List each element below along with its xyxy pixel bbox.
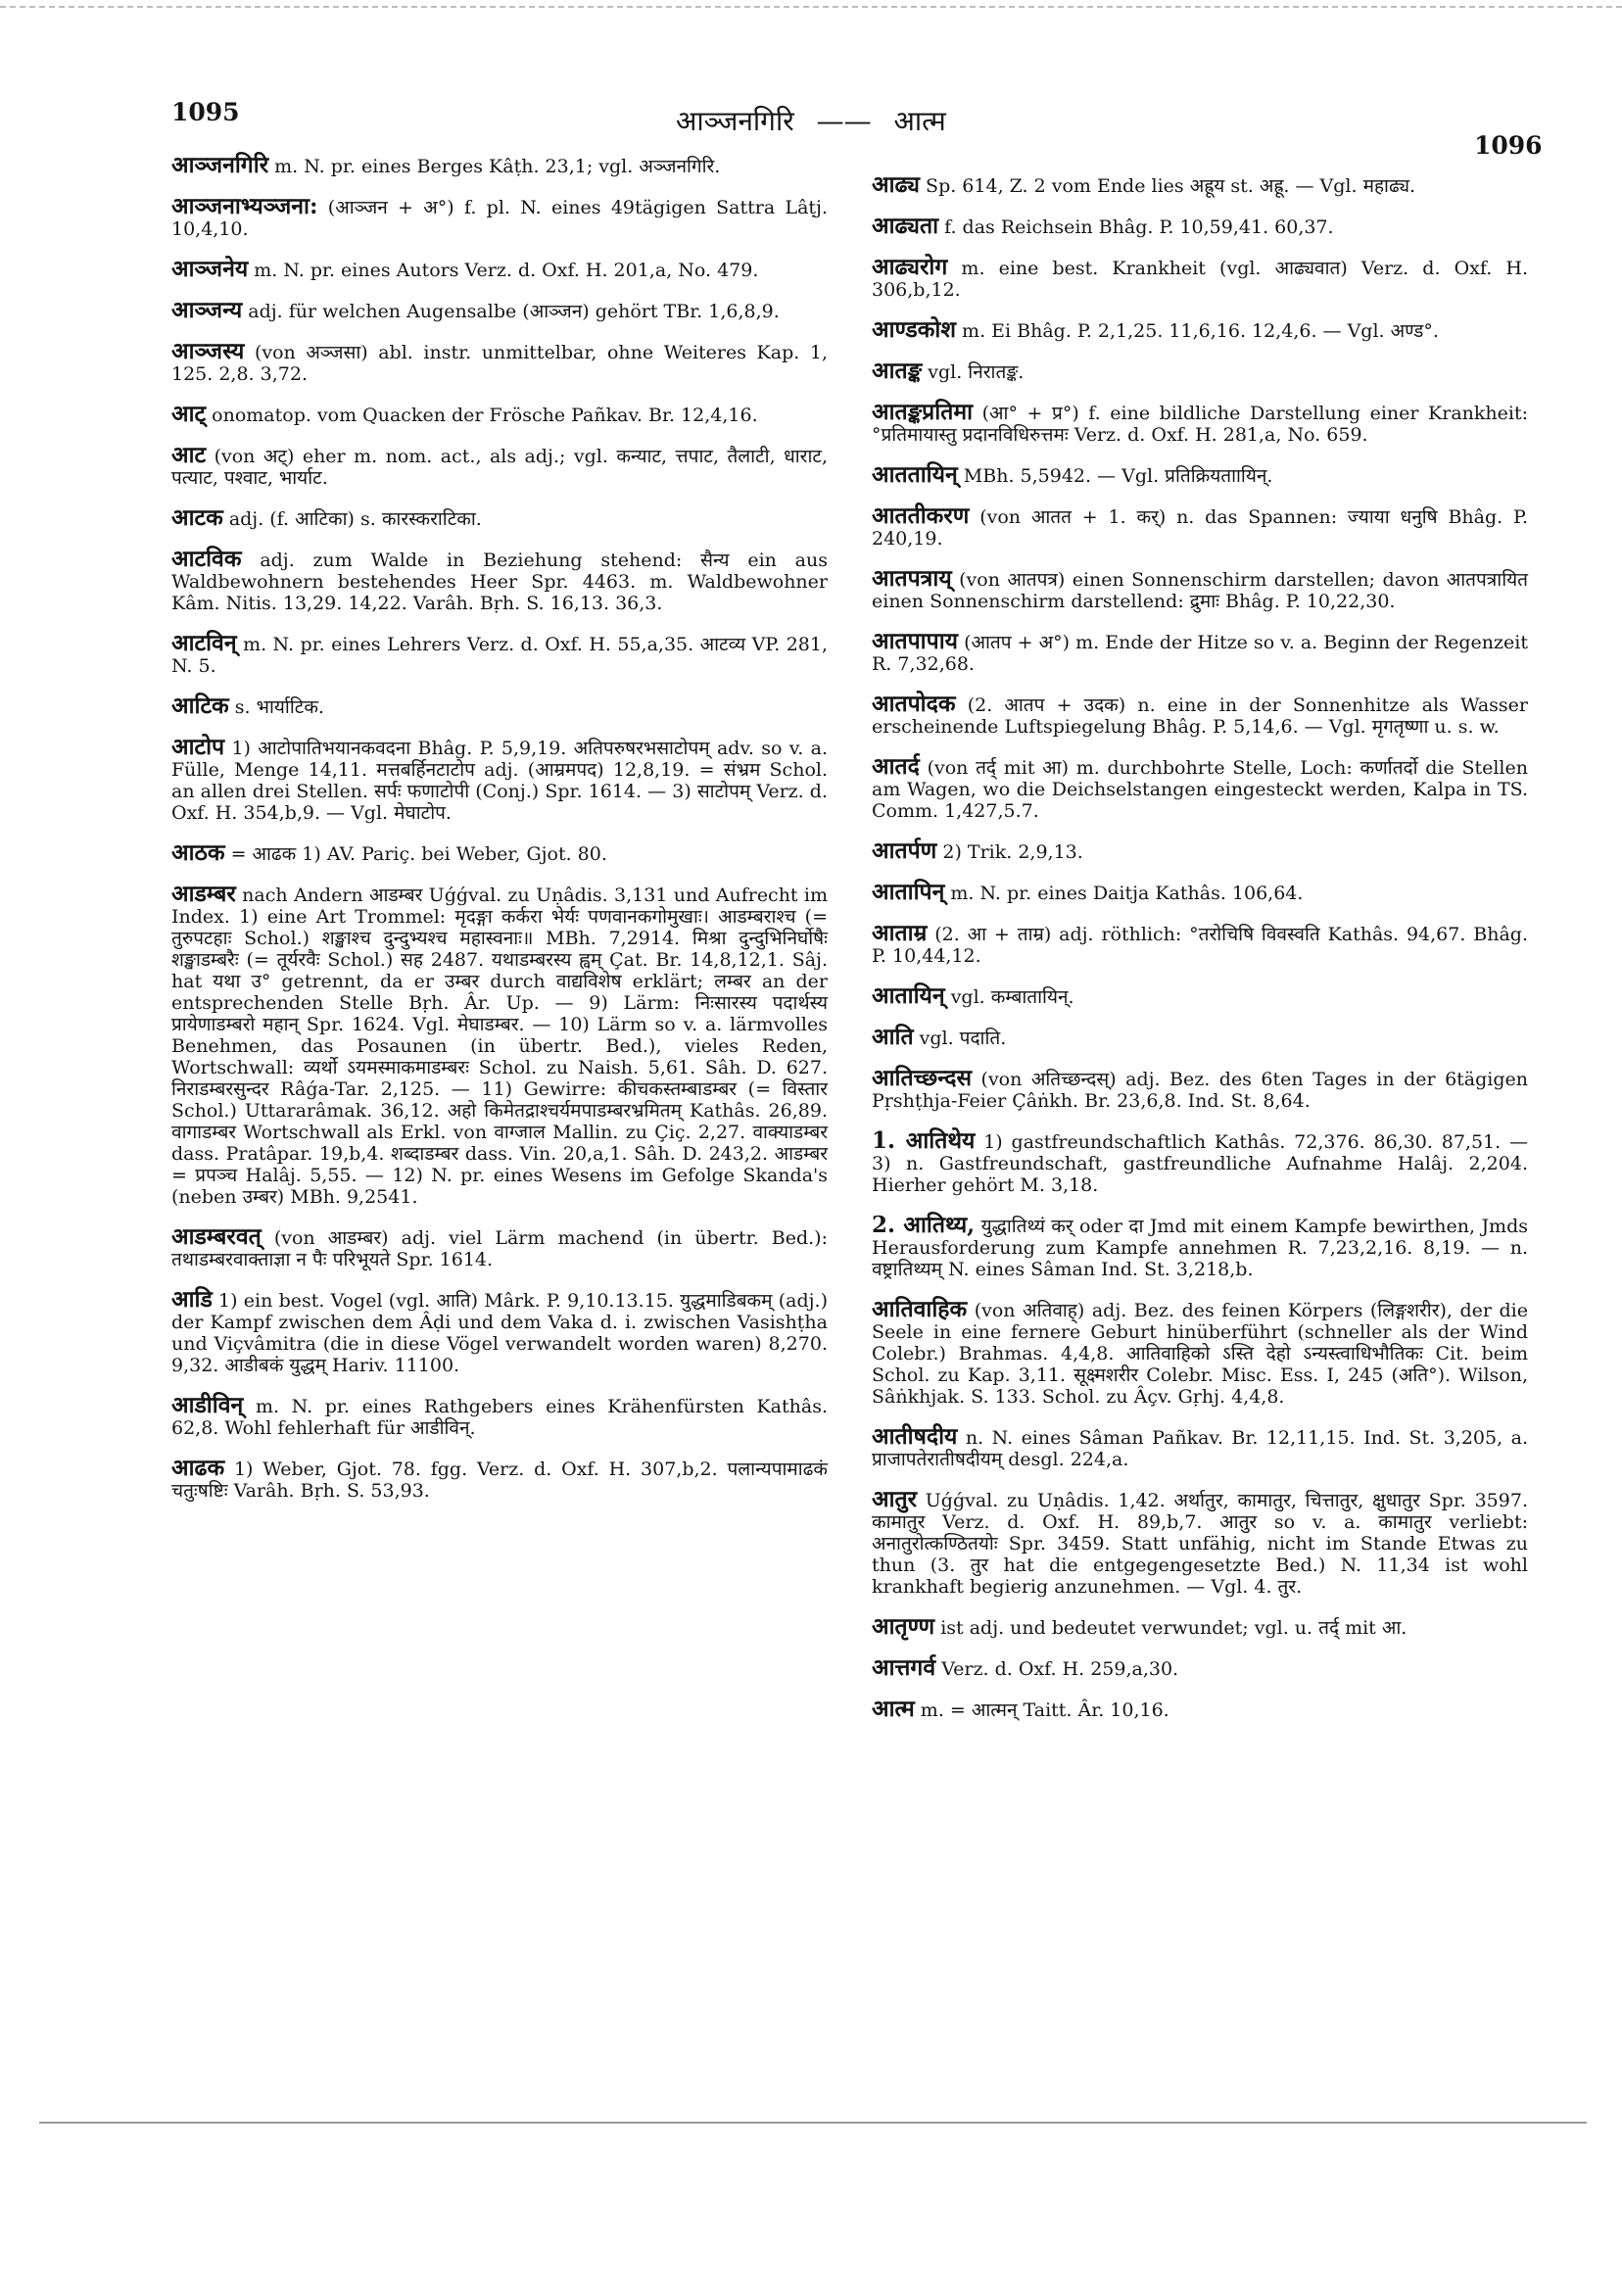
entry-text: (von तर्द् mit आ) m. durchbohrte Stelle, Loch: कर्णातर्दो die Stellen am Wagen, wo die Deichselstangen eingesteckt werden, Kalpa in TS. Comm. 1,427,5.7. — [872, 757, 1528, 822]
entry-text: vgl. कम्बातायिन्. — [950, 986, 1074, 1008]
entry-headword: आटविक — [171, 546, 242, 572]
entry-headword: आटिक — [171, 693, 229, 719]
dictionary-entry — [872, 502, 1528, 550]
entry-headword: आतुर — [872, 1486, 918, 1512]
dictionary-entry — [872, 171, 1528, 198]
dictionary-entry — [872, 1024, 1528, 1050]
entry-headword: आटोप — [171, 734, 225, 760]
entry-headword: आत्तगर्व — [872, 1654, 936, 1681]
entry-text: m. N. pr. eines Daitja Kathâs. 106,64. — [950, 883, 1304, 904]
entry-text: adj. (f. आटिका) s. कारस्कराटिका. — [228, 508, 482, 530]
entry-headword: आडम्बर — [171, 881, 236, 907]
entry-headword: आट् — [171, 401, 207, 427]
entry-text: vgl. निरातङ्क. — [928, 361, 1025, 383]
dictionary-entry — [171, 695, 828, 718]
dictionary-entry — [872, 982, 1528, 1009]
dictionary-entry — [872, 1212, 1528, 1280]
entry-headword: आतिवाहिक — [872, 1296, 968, 1322]
entry-text: m. = आत्मन् Taitt. Âr. 10,16. — [920, 1699, 1169, 1721]
top-border — [0, 6, 1622, 8]
dictionary-entry — [171, 1392, 828, 1439]
entry-text: m. Ei Bhâg. P. 2,1,25. 11,6,16. 12,4,6. — Vgl. अण्ड°. — [962, 320, 1439, 342]
entry-headword: आञ्जनेय — [171, 256, 249, 282]
entry-text: 1) आटोपातिभयानकवदना Bhâg. P. 5,9,19. अतिपरुषरभसाटोपम् adv. so v. a. Fülle, Menge 14,11. मत्तबर्हिनटाटोप adj. (आम्रमपद) 12,8,19. = संभ्रम Schol. an allen drei Stellen. सर्पः फणाटोपी (Conj.) Spr. 1614. — 3) साटोपम् Verz. d. Oxf. H. 354,b,9. — Vgl. मेघाटोप. — [171, 738, 828, 824]
entry-headword: 2. आतिथ्य, — [872, 1212, 976, 1238]
dictionary-entry — [171, 256, 828, 282]
entry-headword: आढ्य — [872, 171, 920, 198]
entry-headword: आतपत्राय् — [872, 565, 952, 592]
entry-headword: आडीविन् — [171, 1392, 244, 1418]
entry-headword: आञ्जस्य — [171, 338, 245, 364]
entry-text: 1) gastfreundschaftlich Kathâs. 72,376. 86,30. 87,51. — 3) n. Gastfreundschaft, gastfreundliche Aufnahme Halâj. 2,204. Hierher gehört M. 3,18. — [872, 1131, 1528, 1196]
dictionary-entry — [872, 920, 1529, 967]
dictionary-entry — [171, 338, 828, 385]
running-head-last: आत्म — [893, 105, 946, 137]
dictionary-entry — [872, 753, 1528, 822]
bottom-rule — [39, 2122, 1587, 2124]
right-column — [872, 171, 1529, 1740]
dictionary-entry — [872, 1486, 1528, 1598]
entry-text: (2. आ + ताम्र) adj. röthlich: °तरोचिषि विवस्वति Kathâs. 94,67. Bhâg. P. 10,44,12. — [872, 924, 1529, 967]
entry-text: m. N. pr. eines Autors Verz. d. Oxf. H. 201,a, No. 479. — [254, 260, 759, 281]
entry-text: (von अतिच्छन्दस्) adj. Bez. des 6ten Tages in der 6tägigen Pṛshṭhja-Feier Çâṅkh. Br. 23,6,8. Ind. St. 8,64. — [872, 1069, 1528, 1112]
dictionary-entry — [872, 360, 1528, 383]
entry-headword: आडम्बरवत् — [171, 1223, 262, 1250]
dictionary-entry — [171, 504, 828, 531]
dictionary-entry — [872, 879, 1528, 905]
dictionary-entry — [171, 152, 828, 178]
dictionary-entry — [872, 837, 1528, 864]
entry-text: (आ° + प्र°) f. eine bildliche Darstellung einer Krankheit: °प्रतिमायास्तु प्रदानविधिरुत्तमः Verz. d. Oxf. H. 281,a, No. 659. — [872, 403, 1528, 446]
entry-headword: आतापिन् — [872, 879, 945, 905]
dictionary-entry — [872, 1296, 1528, 1408]
entry-text: m. N. pr. eines Lehrers Verz. d. Oxf. H. 55,a,35. आटव्य VP. 281, N. 5. — [171, 634, 829, 677]
dictionary-entry — [872, 691, 1528, 738]
entry-text: MBh. 5,5942. — Vgl. प्रतिक्रियताायिन्. — [963, 465, 1273, 487]
entry-headword: 1. आतिथेय — [872, 1127, 976, 1154]
entry-text: (von अट्) eher m. nom. act., als adj.; vgl. कन्याट, त्तपाट, तैलाटी, धाराट, पत्याट, पश्वाट, भार्याट. — [171, 446, 828, 489]
entry-headword: आटविन् — [171, 630, 237, 656]
dictionary-entry — [171, 881, 828, 1208]
entry-text: (von आतत + 1. कर्) n. das Spannen: ज्याया धनुषि Bhâg. P. 240,19. — [872, 506, 1528, 550]
entry-text: (आञ्जन + अ°) f. pl. N. eines 49tägigen Sattra Lâṭj. 10,4,10. — [171, 197, 828, 240]
dictionary-entry — [171, 630, 829, 677]
running-head-first: आञ्जनगिरि — [676, 105, 794, 137]
dictionary-entry — [171, 297, 828, 323]
entry-headword: आतिच्छन्दस — [872, 1065, 973, 1091]
dictionary-entry — [872, 628, 1528, 675]
entry-text: (आतप + अ°) m. Ende der Hitze so v. a. Beginn der Regenzeit R. 7,32,68. — [872, 632, 1528, 675]
entry-headword: आतृण्ण — [872, 1613, 935, 1640]
entry-headword: आततीकरण — [872, 502, 970, 529]
entry-text: m. N. pr. eines Rathgebers eines Krähenfürsten Kathâs. 62,8. Wohl fehlerhaft für आडीविन्. — [171, 1396, 828, 1439]
dictionary-entry — [872, 1127, 1528, 1196]
entry-headword: आतङ्क — [872, 358, 923, 384]
entry-text: n. N. eines Sâman Pañkav. Br. 12,11,15. Ind. St. 3,205, a. प्राजापतेरातीषदीयम् desgl. 224,a. — [872, 1427, 1528, 1470]
entry-text: Verz. d. Oxf. H. 259,a,30. — [941, 1658, 1179, 1680]
entry-text: (von आडम्बर) adj. viel Lärm machend (in übertr. Bed.): तथाडम्बरवाक्ताज्ञा न पैः परिभूयते Spr. 1614. — [171, 1227, 828, 1270]
entry-headword: आतीषदीय — [872, 1423, 958, 1450]
entry-text: s. भार्याटिक. — [234, 696, 324, 718]
entry-text: vgl. पदाति. — [919, 1028, 1007, 1049]
entry-headword: आतपोदक — [872, 691, 956, 717]
entry-headword: आतायिन् — [872, 982, 945, 1009]
entry-headword: आताम्र — [872, 920, 928, 946]
entry-headword: आञ्जनगिरि — [171, 152, 269, 178]
left-column — [171, 152, 829, 1520]
entry-text: 1) ein best. Vogel (vgl. आति) Mârk. P. 9,10.13.15. युद्धमाडिबकम् (adj.) der Kampf zwischen dem Âḍi und dem Vaka d. i. zwischen Vasishṭha und Viçvâmitra (die in diese Vögel verwandelt worden waren) 8,270. 9,32. आडीबकं युद्धम् Hariv. 11100. — [171, 1290, 828, 1376]
entry-text: nach Andern आडम्बर Uǵǵval. zu Uṇâdis. 3,131 und Aufrecht im Index. 1) eine Art Trommel: मृदङ्गा कर्करा भेर्यः पणवानकगोमुखाः। आडम्बराश्च (= तुरुपटहाः Schol.) शङ्खाश्च दुन्दुभ्यश्च महास्वनाः॥ MBh. 7,2914. मिश्रा दुन्दुभिनिर्घोषैः शङ्खाडम्बरैः (= तूर्यरवैः Schol.) सह 2487. यथाडम्बरस्य ह्वम् Çat. Br. 14,8,12,1. Sâj. hat यथा उ° getrennt, da er उम्बर durch वाद्यविशेष erklärt; लम्बर an der entsprechenden Stelle Bṛh. Âr. Up. — 9) Lärm: निःसारस्य पदार्थस्य प्रायेणाडम्बरो महान् Spr. 1624. Vgl. मेघाडम्बर. — 10) Lärm so v. a. lärmvolles Benehmen, das Posaunen (in übertr. Bed.), vieles Reden, Wortschwall: व्यर्थो ऽयमस्माकमाडम्बरः Schol. zu Naish. 5,61. Sâh. D. 627. निराडम्बरसुन्दर Râǵa-Tar. 2,125. — 11) Gewirre: कीचकस्तम्बाडम्बर (= विस्तार Schol.) Uttararâmak. 36,12. अहो किमेतद्राश्चर्यमपाडम्बरभ्रमितम् Kathâs. 26,89. वागाडम्बर Wortschwall als Erkl. von वाग्जाल Mallin. zu Çiç. 2,27. वाक्याडम्बर dass. Pratâpar. 19,b,4. शब्दाडम्बर dass. Vin. 20,a,1. Sâh. D. 243,2. आडम्बर = प्रपञ्च Halâj. 5,55. — 12) N. pr. eines Wesens im Gefolge Skanda's (neben उम्बर) MBh. 9,2541. — [171, 885, 828, 1208]
dictionary-entry — [171, 546, 828, 614]
entry-headword: आडि — [171, 1286, 213, 1313]
entry-text: Uǵǵval. zu Uṇâdis. 1,42. अर्थातुर, कामातुर, चित्तातुर, क्षुधातुर Spr. 3597. कामातुर Verz. d. Oxf. H. 89,b,7. आतुर so v. a. कामातुर verliebt: अनातुरोत्कण्ठितयोः Spr. 3459. Statt unfähig, nicht im Stande Etwas zu thun (3. तुर hat die entgegengesetzte Bed.) N. 11,34 ist wohl krankhaft begierig anzunehmen. — Vgl. 4. तुर. — [872, 1490, 1528, 1598]
dictionary-entry — [171, 401, 828, 427]
entry-headword: आठक — [171, 839, 225, 866]
dictionary-entry — [872, 399, 1528, 446]
dictionary-entry — [872, 215, 1528, 238]
dictionary-entry — [171, 193, 828, 240]
entry-text: f. das Reichsein Bhâg. P. 10,59,41. 60,37. — [944, 216, 1334, 238]
entry-text: (von अतिवाह्) adj. Bez. des feinen Körpers (लिङ्गशरीर), der die Seele in eine fernere Geburt hinüberführt (schneller als der Wind Colebr.) Brahmas. 4,4,8. आतिवाहिको ऽस्ति देहो ऽन्यस्त्वाधिभौतिकः Cit. beim Schol. zu Kap. 3,11. सूक्ष्मशरीर Colebr. Misc. Ess. I, 245 (अति°). Wilson, Sâṅkhjak. S. 133. Schol. zu Âçv. Gṛhj. 4,4,8. — [872, 1300, 1528, 1408]
entry-headword: आञ्जन्य — [171, 297, 243, 323]
entry-text: adj. für welchen Augensalbe (आञ्जन) gehört TBr. 1,6,8,9. — [248, 301, 780, 322]
entry-headword: आततायिन् — [872, 461, 958, 488]
dictionary-entry — [872, 565, 1528, 612]
entry-text: m. N. pr. eines Berges Kâṭh. 23,1; vgl. अञ्जनगिरि. — [274, 156, 721, 177]
entry-headword: आढ्यरोग — [872, 254, 948, 280]
dictionary-entry — [872, 1065, 1528, 1112]
dictionary-entry — [171, 1286, 828, 1376]
entry-text: (von अञ्जसा) abl. instr. unmittelbar, ohne Weiteres Kap. 1, 125. 2,8. 3,72. — [171, 342, 828, 385]
entry-headword: आतङ्कप्रतिमा — [872, 399, 974, 425]
entry-text: युद्धातिथ्यं कर् oder दा Jmd mit einem Kampfe bewirthen, Jmds Herausforderung zum Kampfe annehmen R. 7,23,2,16. 8,19. — n. वष्ट्रातिथ्यम् N. eines Sâman Ind. St. 3,218,b. — [872, 1216, 1528, 1280]
page-number-left: 1095 — [171, 98, 240, 126]
entry-text: Sp. 614, Z. 2 vom Ende lies अह्रूय st. अह्रू. — Vgl. महाढ्य. — [926, 175, 1416, 197]
entry-headword: आटक — [171, 504, 223, 531]
running-head-separator: —— — [816, 105, 872, 137]
dictionary-entry — [872, 316, 1528, 343]
entry-text: adj. zum Walde in Beziehung stehend: सैन्य ein aus Waldbewohnern bestehendes Heer Spr. 4463. m. Waldbewohner Kâm. Nitis. 13,29. 14,22. Varâh. Bṛh. S. 16,13. 36,3. — [171, 550, 828, 614]
dictionary-entry — [872, 1423, 1528, 1470]
entry-headword: आतर्पण — [872, 837, 937, 864]
running-head — [676, 102, 946, 139]
dictionary-entry — [872, 1698, 1528, 1721]
dictionary-entry — [872, 254, 1528, 301]
dictionary-entry — [171, 442, 828, 489]
dictionary-entry — [872, 1613, 1528, 1640]
entry-headword: आति — [872, 1024, 914, 1050]
dictionary-entry — [171, 839, 828, 866]
entry-text: (von आतपत्र) einen Sonnenschirm darstellen; davon आतपत्रायित einen Sonnenschirm darstellend: द्रुमाः Bhâg. P. 10,22,30. — [872, 569, 1528, 612]
entry-headword: आट — [171, 442, 207, 468]
entry-text: ist adj. und bedeutet verwundet; vgl. u. तर्द् mit आ. — [940, 1617, 1407, 1639]
entry-text: (2. आतप + उदक) n. eine in der Sonnenhitze als Wasser erscheinende Luftspiegelung Bhâg. P. 5,14,6. — Vgl. मृगतृष्णा u. s. w. — [872, 694, 1528, 738]
entry-headword: आण्डकोश — [872, 316, 956, 343]
dictionary-entry — [171, 1455, 828, 1502]
entry-text: 1) Weber, Gjot. 78. fgg. Verz. d. Oxf. H. 307,b,2. पलान्यपामाढकं चतुःषष्टिः Varâh. Bṛh. S. 53,93. — [171, 1459, 828, 1502]
entry-headword: आतपापाय — [872, 628, 958, 654]
entry-headword: आतर्द — [872, 753, 920, 780]
dictionary-entry — [171, 1223, 828, 1270]
entry-text: m. eine best. Krankheit (vgl. आढ्यवात) Verz. d. Oxf. H. 306,b,12. — [872, 258, 1528, 301]
entry-text: onomatop. vom Quacken der Frösche Pañkav. Br. 12,4,16. — [212, 405, 758, 426]
entry-text: 2) Trik. 2,9,13. — [942, 841, 1083, 863]
dictionary-entry — [872, 1654, 1528, 1681]
entry-headword: आञ्जनाभ्यञ्जना: — [171, 193, 318, 219]
entry-text: = आढक 1) AV. Pariç. bei Weber, Gjot. 80. — [230, 843, 607, 865]
entry-headword: आढ्यता — [872, 213, 939, 239]
page-number-right: 1096 — [1474, 131, 1543, 160]
dictionary-entry — [171, 734, 828, 824]
dictionary-entry — [872, 461, 1528, 488]
entry-headword: आढक — [171, 1455, 225, 1481]
entry-headword: आत्म — [872, 1696, 915, 1722]
